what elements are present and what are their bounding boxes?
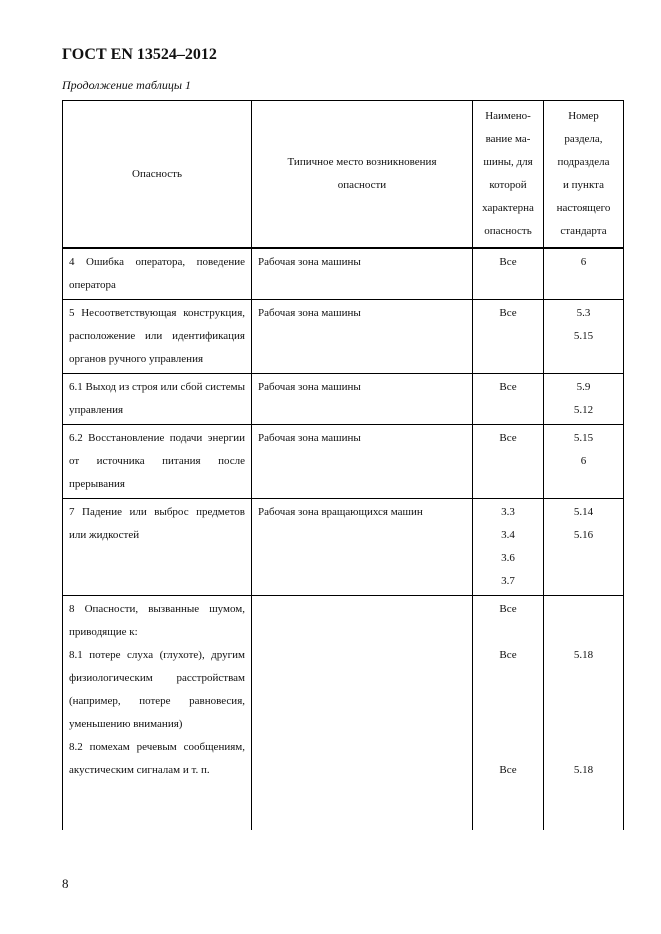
column-header-place [252,101,473,249]
section-cell [544,499,624,596]
header-line: подраздела [557,156,610,168]
machine-cell [473,300,544,374]
header-line: Типичное место возникновения [287,156,437,168]
machine-value: Все [499,432,517,444]
page-number: 8 [62,876,69,891]
table-caption: Продолжение таблицы 1 [62,78,192,92]
table-row [63,596,624,831]
section-cell [544,300,624,374]
section-cell [544,596,624,831]
header-line: характерна [482,202,534,214]
document-code: ГОСТ EN 13524–2012 [62,46,217,63]
machine-value: Все [499,381,517,393]
machine-cell [473,596,544,831]
header-line: Наимено- [485,110,531,122]
section-value: 5.15 [573,330,594,342]
place-cell [252,596,473,831]
table-row [63,499,624,596]
section-value: 5.9 [576,381,591,393]
machine-cell [473,425,544,499]
header-line: опасности [337,179,387,191]
header-line: шины, для [483,156,533,168]
header-line: раздела, [564,133,603,145]
place-cell: Рабочая зона машины [252,374,473,425]
place-cell: Рабочая зона машины [252,248,473,300]
header-line: и пункта [563,179,604,191]
section-value: 5.3 [576,307,591,319]
section-cell [544,425,624,499]
machine-value: Все [499,603,517,615]
machine-cell [473,248,544,300]
table-row [63,248,624,300]
table-row [63,300,624,374]
column-header-section [544,101,624,249]
hazard-cell: 7 Падение или выброс предметов или жидкостей [63,499,252,596]
header-line: стандарта [560,225,607,237]
hazard-cell: 4 Ошибка оператора, поведение оператора [63,248,252,300]
table-row [63,374,624,425]
section-cell [544,374,624,425]
column-header-machine [473,101,544,249]
machine-value: 3.4 [501,529,515,541]
hazard-cell [63,596,252,831]
hazard-table [62,100,624,830]
header-line: которой [489,179,527,191]
section-value: 5.14 [573,506,594,518]
section-cell [544,248,624,300]
section-value: 6 [580,455,587,467]
section-value: 5.18 [573,649,594,661]
header-line: Номер [568,110,599,122]
machine-value: 3.7 [501,575,515,587]
section-value: 5.18 [573,764,594,776]
place-cell: Рабочая зона вращающихся машин [252,499,473,596]
machine-cell [473,374,544,425]
section-value: 5.16 [573,529,594,541]
hazard-intro: 8 Опасности, вызванные шумом, приводящие к: [69,603,245,638]
machine-cell [473,499,544,596]
machine-value: 3.3 [501,506,515,518]
hazard-subitem: 8.2 помехам речевым сообщениям, акустическим сигналам и т. п. [69,741,245,776]
header-line: опасность [484,225,532,237]
section-value: 5.12 [573,404,594,416]
hazard-subitem: 8.1 потере слуха (глухоте), другим физиологическим расстройствам (например, потере равновесия, уменьшению внимания) [69,649,245,730]
machine-value: Все [499,764,517,776]
section-value: 6 [580,256,587,268]
place-cell: Рабочая зона машины [252,425,473,499]
header-line: вание ма- [485,133,531,145]
header-line: настоящего [556,202,611,214]
machine-value: 3.6 [501,552,515,564]
place-cell: Рабочая зона машины [252,300,473,374]
header-line: Опасность [132,167,182,180]
section-value: 5.15 [573,432,594,444]
machine-value: Все [499,649,517,661]
table-header-row [63,101,624,249]
hazard-cell: 5 Несоответствующая конструкция, расположение или идентификация органов ручного управления [63,300,252,374]
hazard-cell: 6.1 Выход из строя или сбой системы управления [63,374,252,425]
table-row [63,425,624,499]
column-header-hazard [63,101,252,249]
machine-value: Все [499,256,517,268]
hazard-cell: 6.2 Восстановление подачи энергии от источника питания после прерывания [63,425,252,499]
machine-value: Все [499,307,517,319]
